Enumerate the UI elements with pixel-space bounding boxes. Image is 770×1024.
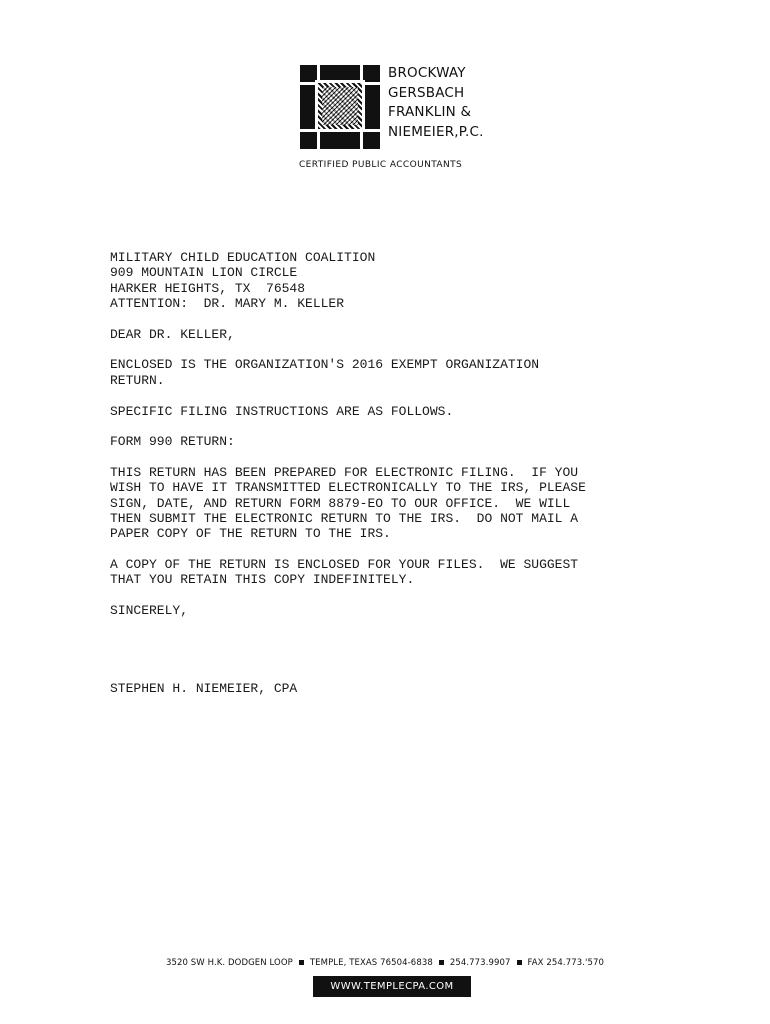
form-heading: FORM 990 RETURN:	[110, 434, 235, 450]
paragraph-line: SIGN, DATE, AND RETURN FORM 8879-EO TO OUR OFFICE. WE WILL	[110, 495, 571, 511]
footer-street: 3520 SW H.K. DODGEN LOOP	[165, 958, 293, 968]
salutation: DEAR DR. KELLER,	[110, 326, 235, 342]
filing-paragraph	[110, 465, 710, 541]
firm-name	[388, 64, 484, 142]
paragraph-line: THIS RETURN HAS BEEN PREPARED FOR ELECTRONIC FILING. IF YOU	[110, 465, 579, 481]
paragraph-line: THAT YOU RETAIN THIS COPY INDEFINITELY.	[110, 572, 415, 588]
paragraph-line: A COPY OF THE RETURN IS ENCLOSED FOR YOUR FILES. WE SUGGEST	[110, 557, 579, 573]
enclosed-paragraph	[110, 357, 710, 388]
footer-fax-label: FAX	[527, 958, 544, 968]
firm-name-line: NIEMEIER,P.C.	[388, 123, 484, 140]
footer-address	[0, 958, 770, 968]
square-bullet-icon	[299, 960, 304, 965]
firm-name-line: FRANKLIN &	[388, 104, 472, 120]
addressee-line: MILITARY CHILD EDUCATION COALITION	[110, 250, 376, 265]
addressee-line: ATTENTION: DR. MARY M. KELLER	[110, 295, 345, 311]
paragraph-line: PAPER COPY OF THE RETURN TO THE IRS.	[110, 526, 391, 542]
copy-paragraph	[110, 557, 710, 588]
footer-city: TEMPLE, TEXAS 76504-6838	[309, 958, 433, 968]
firm-tagline: CERTIFIED PUBLIC ACCOUNTANTS	[299, 160, 463, 170]
paragraph-line: WISH TO HAVE IT TRANSMITTED ELECTRONICALLY TO THE IRS, PLEASE	[110, 480, 586, 496]
paragraph-line: THEN SUBMIT THE ELECTRONIC RETURN TO THE IRS. DO NOT MAIL A	[110, 511, 579, 527]
footer-phone: 254.773.9907	[449, 958, 511, 968]
footer-website[interactable]: WWW.TEMPLECPA.COM	[313, 976, 471, 997]
addressee-line: HARKER HEIGHTS, TX 76548	[110, 280, 306, 296]
instructions-intro: SPECIFIC FILING INSTRUCTIONS ARE AS FOLLOWS.	[110, 403, 454, 419]
firm-name-line: BROCKWAY	[388, 65, 466, 81]
addressee-line: 909 MOUNTAIN LION CIRCLE	[110, 265, 298, 281]
square-bullet-icon	[439, 960, 444, 965]
signature-name: STEPHEN H. NIEMEIER, CPA	[110, 680, 298, 696]
square-bullet-icon	[517, 960, 522, 965]
addressee-block	[110, 250, 710, 311]
closing: SINCERELY,	[110, 603, 189, 619]
firm-name-line: GERSBACH	[388, 84, 465, 101]
paragraph-line: RETURN.	[110, 372, 165, 388]
letter-body	[110, 250, 710, 696]
letterhead	[0, 0, 770, 180]
paragraph-line: ENCLOSED IS THE ORGANIZATION'S 2016 EXEMPT ORGANIZATION	[110, 357, 540, 373]
footer-fax: 254.773.'570	[546, 958, 605, 968]
firm-logo-grid-icon	[300, 65, 380, 149]
